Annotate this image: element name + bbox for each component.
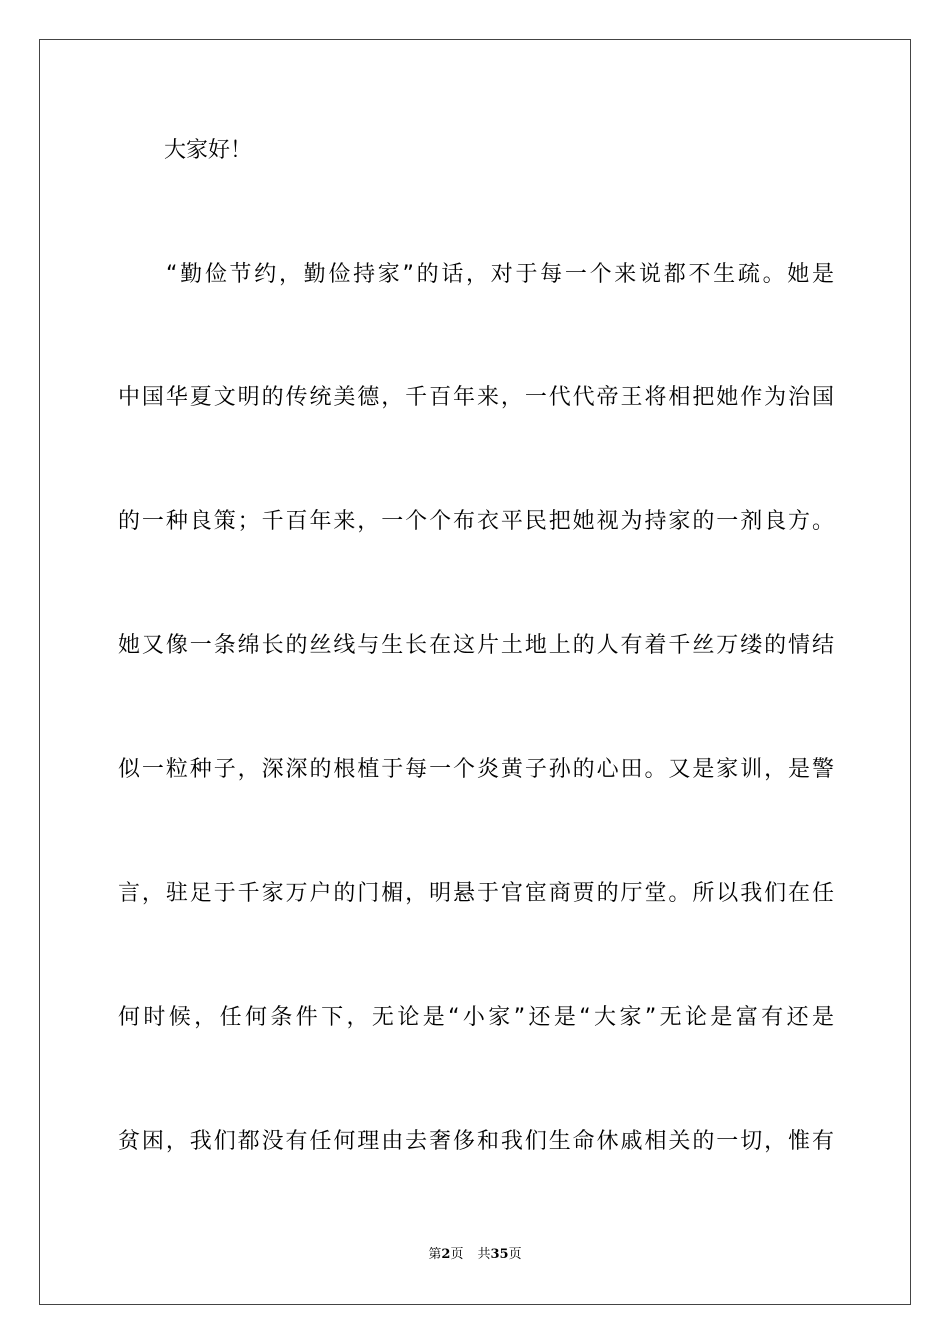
- body-line-3: 的一种良策；千百年来，一个个布衣平民把她视为持家的一剂良方。: [118, 509, 834, 534]
- page-number: 2: [441, 1247, 451, 1262]
- total-suffix: 页: [508, 1247, 522, 1262]
- body-line-2: 中国华夏文明的传统美德，千百年来，一代代帝王将相把她作为治国: [118, 385, 834, 410]
- greeting-text: 大家好！: [164, 138, 253, 163]
- page-frame: [39, 39, 911, 1305]
- page-footer: [0, 1246, 950, 1264]
- total-pages: 35: [490, 1247, 509, 1262]
- page-prefix: 第: [428, 1247, 442, 1262]
- body-line-8: 贫困，我们都没有任何理由去奢侈和我们生命休戚相关的一切，惟有: [118, 1129, 834, 1154]
- body-line-6: 言，驻足于千家万户的门楣，明悬于官宦商贾的厅堂。所以我们在任: [118, 881, 834, 906]
- total-prefix: 共: [477, 1247, 491, 1262]
- body-line-4: 她又像一条绵长的丝线与生长在这片土地上的人有着千丝万缕的情结: [118, 633, 834, 658]
- body-line-5: 似一粒种子，深深的根植于每一个炎黄子孙的心田。又是家训，是警: [118, 757, 834, 782]
- body-line-7: 何时候，任何条件下，无论是“小家”还是“大家”无论是富有还是: [118, 1005, 834, 1030]
- page-suffix: 页: [450, 1247, 464, 1262]
- body-line-1: “勤俭节约，勤俭持家”的话，对于每一个来说都不生疏。她是: [166, 262, 834, 287]
